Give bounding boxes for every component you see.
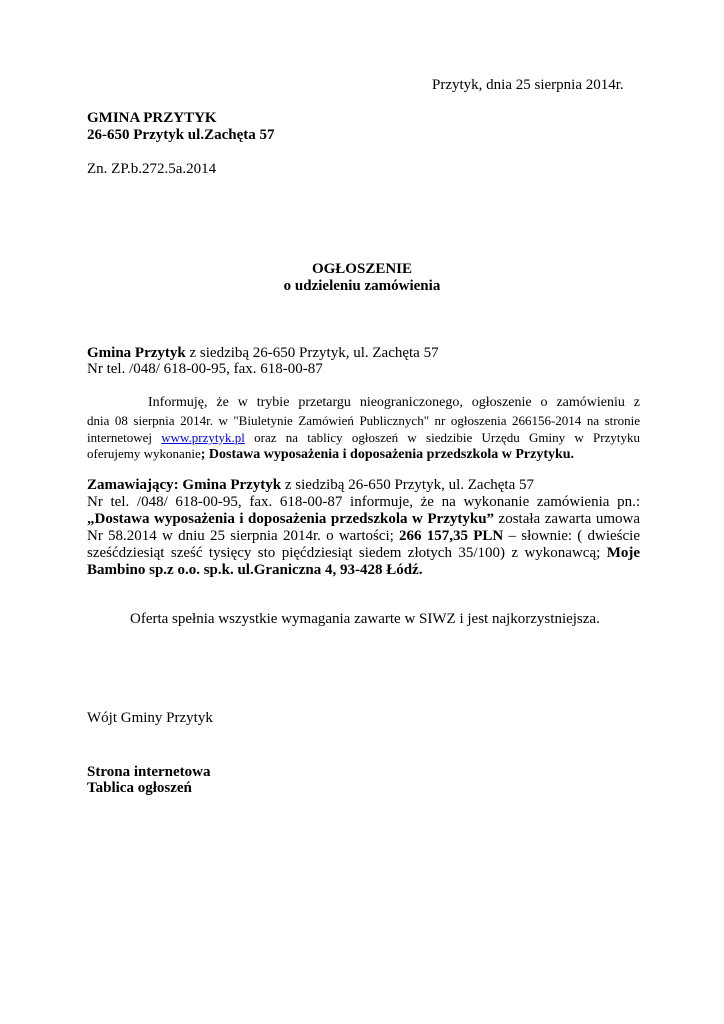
distribution-noticeboard: Tablica ogłoszeń	[87, 780, 192, 796]
document-subtitle: o udzieleniu zamówienia	[283, 278, 441, 294]
para1-line4-pre: oferujemy wykonanie	[87, 446, 201, 461]
contract-value: 266 157,35 PLN	[399, 528, 504, 544]
contact-address-rest: z siedzibą 26-650 Przytyk, ul. Zachęta 57	[185, 345, 439, 361]
organization-address: 26-650 Przytyk ul.Zachęta 57	[87, 127, 275, 143]
website-link[interactable]: www.przytyk.pl	[161, 430, 245, 445]
organization-name: GMINA PRZYTYK	[87, 110, 217, 126]
signature: Wójt Gminy Przytyk	[87, 710, 213, 726]
para2-line3	[87, 512, 640, 527]
para1-line3-pre: internetowej	[87, 430, 162, 445]
para2-line3-rest: została zawarta umowa	[494, 511, 640, 527]
contractor-name-start: Moje	[606, 545, 640, 561]
para2-line1	[87, 478, 534, 493]
contact-phone: Nr tel. /048/ 618-00-95, fax. 618-00-87	[87, 361, 323, 377]
contractor-details: Bambino sp.z o.o. sp.k. ul.Graniczna 4, 93-428 Łódź.	[87, 562, 423, 578]
para2-line1-rest: z siedzibą 26-650 Przytyk, ul. Zachęta 57	[281, 477, 534, 493]
para2-line2: Nr tel. /048/ 618-00-95, fax. 618-00-87 informuje, że na wykonanie zamówienia pn.:	[87, 494, 640, 510]
contact-name: Gmina Przytyk	[87, 345, 186, 361]
contract-title: „Dostawa wyposażenia i doposażenia przedszkola w Przytyku”	[87, 511, 495, 527]
contract-subject: ; Dostawa wyposażenia i doposażenia przedszkola w Przytyku.	[200, 447, 575, 462]
para2-line4-pre: Nr 58.2014 w dniu 25 sierpnia 2014r. o wartości;	[87, 528, 400, 544]
place-date: Przytyk, dnia 25 sierpnia 2014r.	[432, 77, 624, 93]
para1-line4	[87, 446, 574, 462]
document-title: OGŁOSZENIE	[311, 261, 413, 277]
para2-line4	[87, 529, 640, 544]
reference-number: Zn. ZP.b.272.5a.2014	[87, 161, 217, 177]
para1-line1: Informuję, że w trybie przetargu nieograniczonego, ogłoszenie o zamówieniu z	[148, 395, 640, 410]
para2-line5-pre: sześćdziesiąt sześć tysięcy sto pięćdziesiąt siedem złotych 35/100) z wykonawcą;	[87, 545, 607, 561]
para2-line5	[87, 546, 640, 561]
para1-line2: dnia 08 sierpnia 2014r. w "Biuletynie Zamówień Publicznych" nr ogłoszenia 266156-2014 na stronie	[87, 413, 640, 428]
distribution-website: Strona internetowa	[87, 764, 211, 780]
para1-line3-post: oraz na tablicy ogłoszeń w siedzibie Urzędu Gminy w Przytyku	[244, 430, 640, 445]
para2-line4-post: – słownie: ( dwieście	[503, 528, 640, 544]
para1-line3	[87, 431, 640, 444]
offer-note: Oferta spełnia wszystkie wymagania zawarte w SIWZ i jest najkorzystniejsza.	[130, 611, 600, 627]
contact-address	[87, 346, 439, 361]
ordering-party-label: Zamawiający: Gmina Przytyk	[87, 477, 282, 493]
